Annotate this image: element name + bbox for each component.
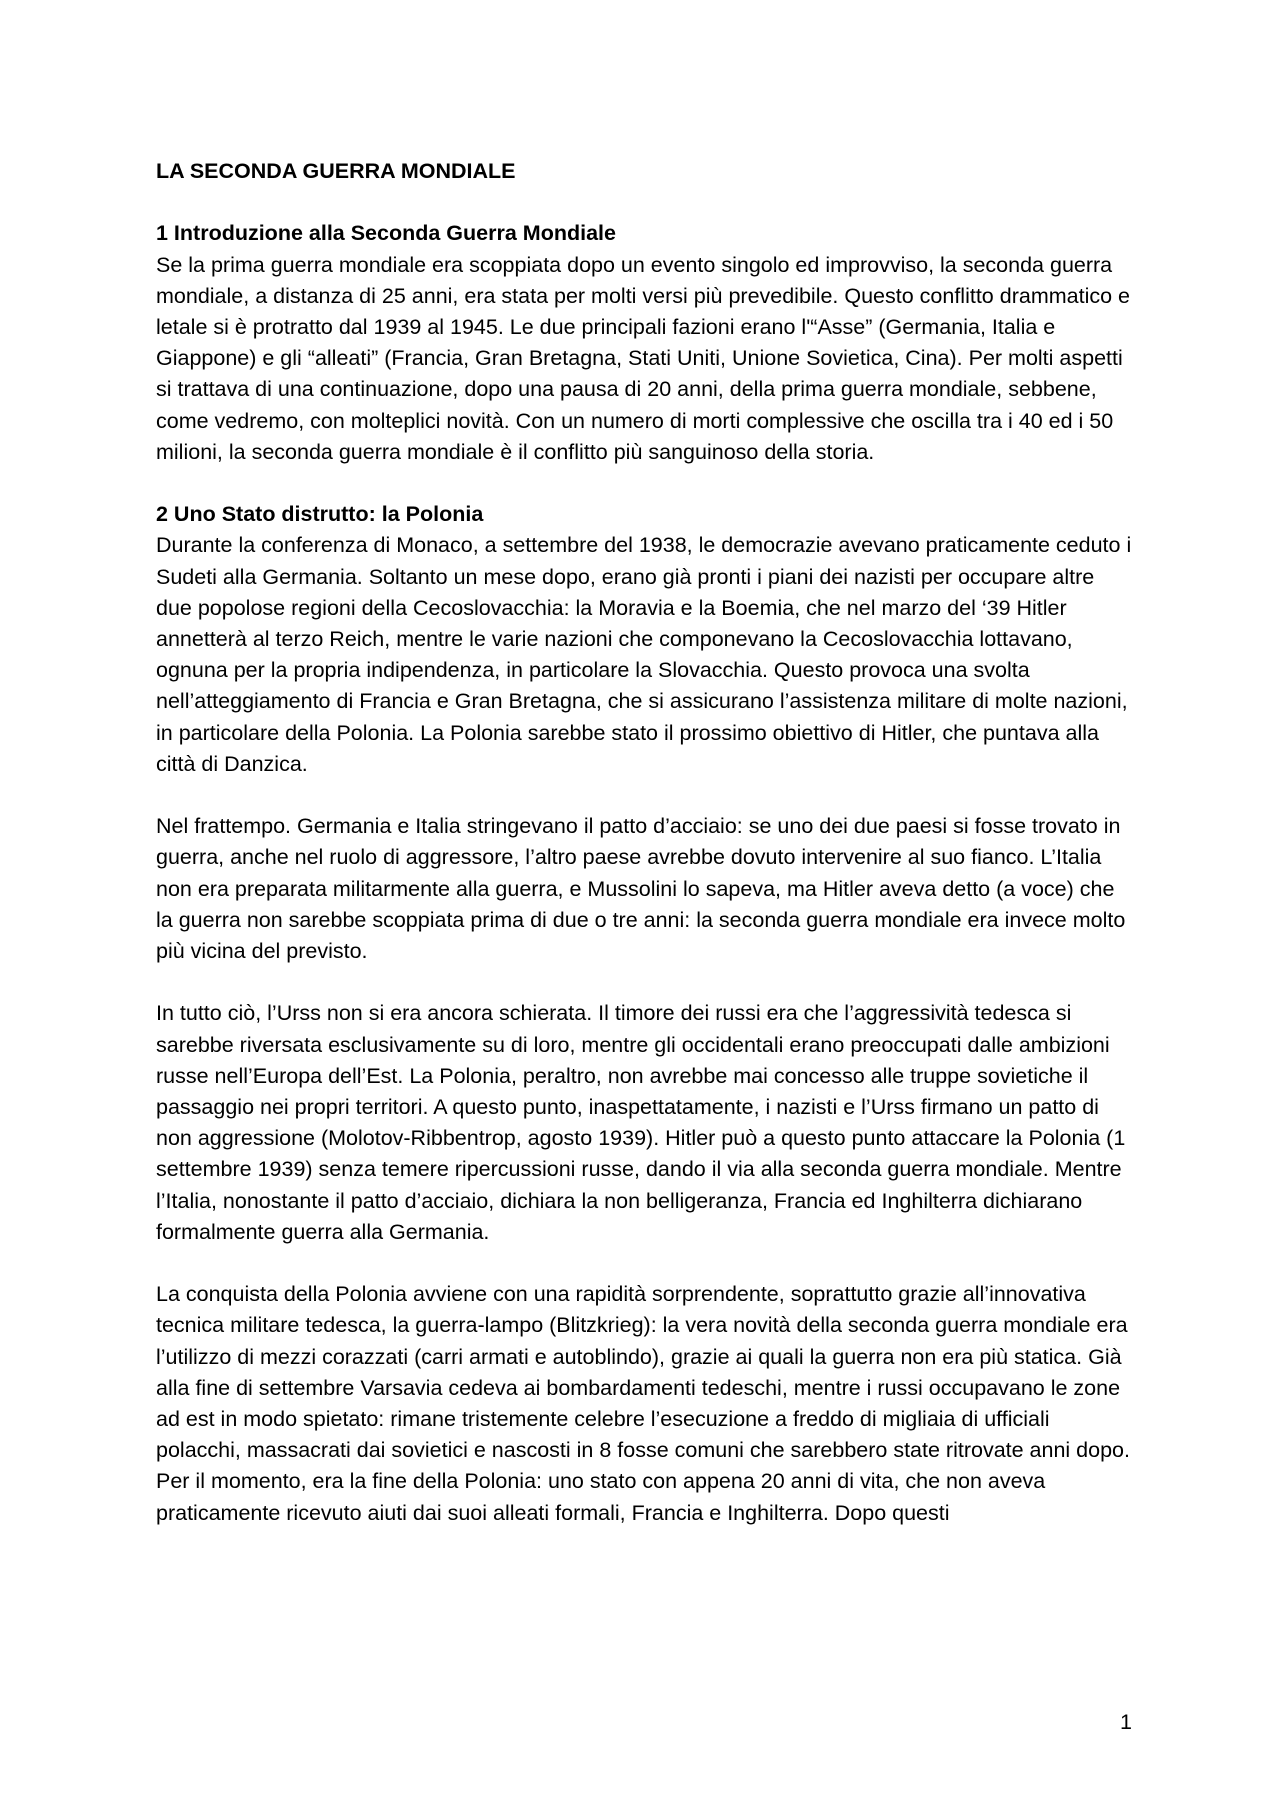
spacer bbox=[156, 967, 1136, 998]
spacer bbox=[156, 468, 1136, 499]
paragraph: Se la prima guerra mondiale era scoppiata dopo un evento singolo ed improvviso, la seconda guerra mondiale, a distanza di 25 anni, era stata per molti versi più prevedibile. Questo conflitto drammatico e letale si è protratto dal 1939 al 1945. Le due principali fazioni erano l'“Asse” (Germania, Italia e Giappone) e gli “alleati” (Francia, Gran Bretagna, Stati Uniti, Unione Sovietica, Cina). Per molti aspetti si trattava di una continuazione, dopo una pausa di 20 anni, della prima guerra mondiale, sebbene, come vedremo, con molteplici novità. Con un numero di morti complessive che oscilla tra i 40 ed i 50 milioni, la seconda guerra mondiale è il conflitto più sanguinoso della storia. bbox=[156, 252, 1130, 464]
document-title: LA SECONDA GUERRA MONDIALE bbox=[156, 159, 516, 183]
section-heading: 2 Uno Stato distrutto: la Polonia bbox=[156, 502, 484, 527]
paragraph: La conquista della Polonia avviene con una rapidità sorprendente, soprattutto grazie all’innovativa tecnica militare tedesca, la guerra-lampo (Blitzkrieg): la vera novità della seconda guerra mondiale era l’utilizzo di mezzi corazzati (carri armati e autoblindo), grazie ai quali la guerra non era più statica. Già alla fine di settembre Varsavia cedeva ai bombardamenti tedeschi, mentre i russi occupavano le zone ad est in modo spietato: rimane tristemente celebre l’esecuzione a freddo di migliaia di ufficiali polacchi, massacrati dai sovietici e nascosti in 8 fosse comuni che sarebbero state ritrovate anni dopo. Per il momento, era la fine della Polonia: uno stato con appena 20 anni di vita, che non aveva praticamente ricevuto aiuti dai suoi alleati formali, Francia e Inghilterra. Dopo questi bbox=[156, 1282, 1130, 1525]
spacer bbox=[156, 187, 1136, 218]
paragraph: Durante la conferenza di Monaco, a settembre del 1938, le democrazie avevano praticamente ceduto i Sudeti alla Germania. Soltanto un mese dopo, erano già pronti i piani dei nazisti per occupare altre due popolose regioni della Cecoslovacchia: la Moravia e la Boemia, che nel marzo del ‘39 Hitler annetterà al terzo Reich, mentre le varie nazioni che componevano la Cecoslovacchia lottavano, ognuna per la propria indipendenza, in particolare la Slovacchia. Questo provoca una svolta nell’atteggiamento di Francia e Gran Bretagna, che si assicurano l’assistenza militare di molte nazioni, in particolare della Polonia. La Polonia sarebbe stato il prossimo obiettivo di Hitler, che puntava alla città di Danzica. bbox=[156, 533, 1132, 776]
page-number: 1 bbox=[1120, 1710, 1132, 1734]
spacer bbox=[156, 780, 1136, 811]
paragraph: Nel frattempo. Germania e Italia stringevano il patto d’acciaio: se uno dei due paesi si fosse trovato in guerra, anche nel ruolo di aggressore, l’altro paese avrebbe dovuto intervenire al suo fianco. L’Italia non era preparata militarmente alla guerra, e Mussolini lo sapeva, ma Hitler aveva detto (a voce) che la guerra non sarebbe scoppiata prima di due o tre anni: la seconda guerra mondiale era invece molto più vicina del previsto. bbox=[156, 814, 1126, 964]
section-heading: 1 Introduzione alla Seconda Guerra Mondiale bbox=[156, 221, 616, 246]
paragraph: In tutto ciò, l’Urss non si era ancora schierata. Il timore dei russi era che l’aggressività tedesca si sarebbe riversata esclusivamente su di loro, mentre gli occidentali erano preoccupati dalle ambizioni russe nell’Europa dell’Est. La Polonia, peraltro, non avrebbe mai concesso alle truppe sovietiche il passaggio nei propri territori. A questo punto, inaspettatamente, i nazisti e l’Urss firmano un patto di non aggressione (Molotov-Ribbentrop, agosto 1939). Hitler può a questo punto attaccare la Polonia (1 settembre 1939) senza temere ripercussioni russe, dando il via alla seconda guerra mondiale. Mentre l’Italia, nonostante il patto d’acciaio, dichiara la non belligeranza, Francia ed Inghilterra dichiarano formalmente guerra alla Germania. bbox=[156, 1001, 1126, 1244]
document-body bbox=[156, 156, 1136, 1529]
spacer bbox=[156, 1248, 1136, 1279]
section-polonia bbox=[156, 499, 1136, 1529]
section-introduzione bbox=[156, 218, 1136, 468]
